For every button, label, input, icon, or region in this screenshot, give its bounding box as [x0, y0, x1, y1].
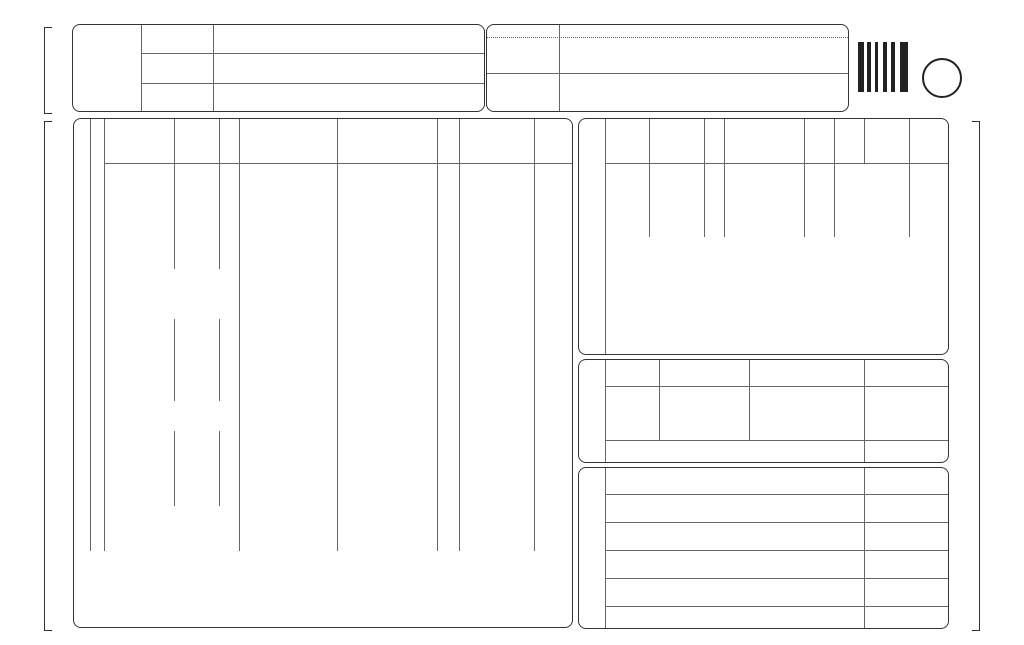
payer-info-box [72, 24, 485, 112]
life-insurance-box [73, 118, 573, 628]
bracket-section-2 [44, 121, 52, 631]
pension-label [90, 431, 104, 531]
small-business-box [578, 467, 949, 629]
corp-no-digits[interactable] [214, 65, 484, 83]
stamp-circle [922, 58, 962, 98]
bracket-section-1 [44, 27, 52, 114]
qr-code-icon[interactable] [858, 42, 908, 92]
bracket-section-3 [972, 121, 980, 631]
social-insurance-box [578, 359, 949, 463]
earthquake-box [578, 118, 949, 355]
employee-info-box [486, 24, 849, 112]
general-life-label [90, 177, 104, 307]
care-label [90, 324, 104, 404]
